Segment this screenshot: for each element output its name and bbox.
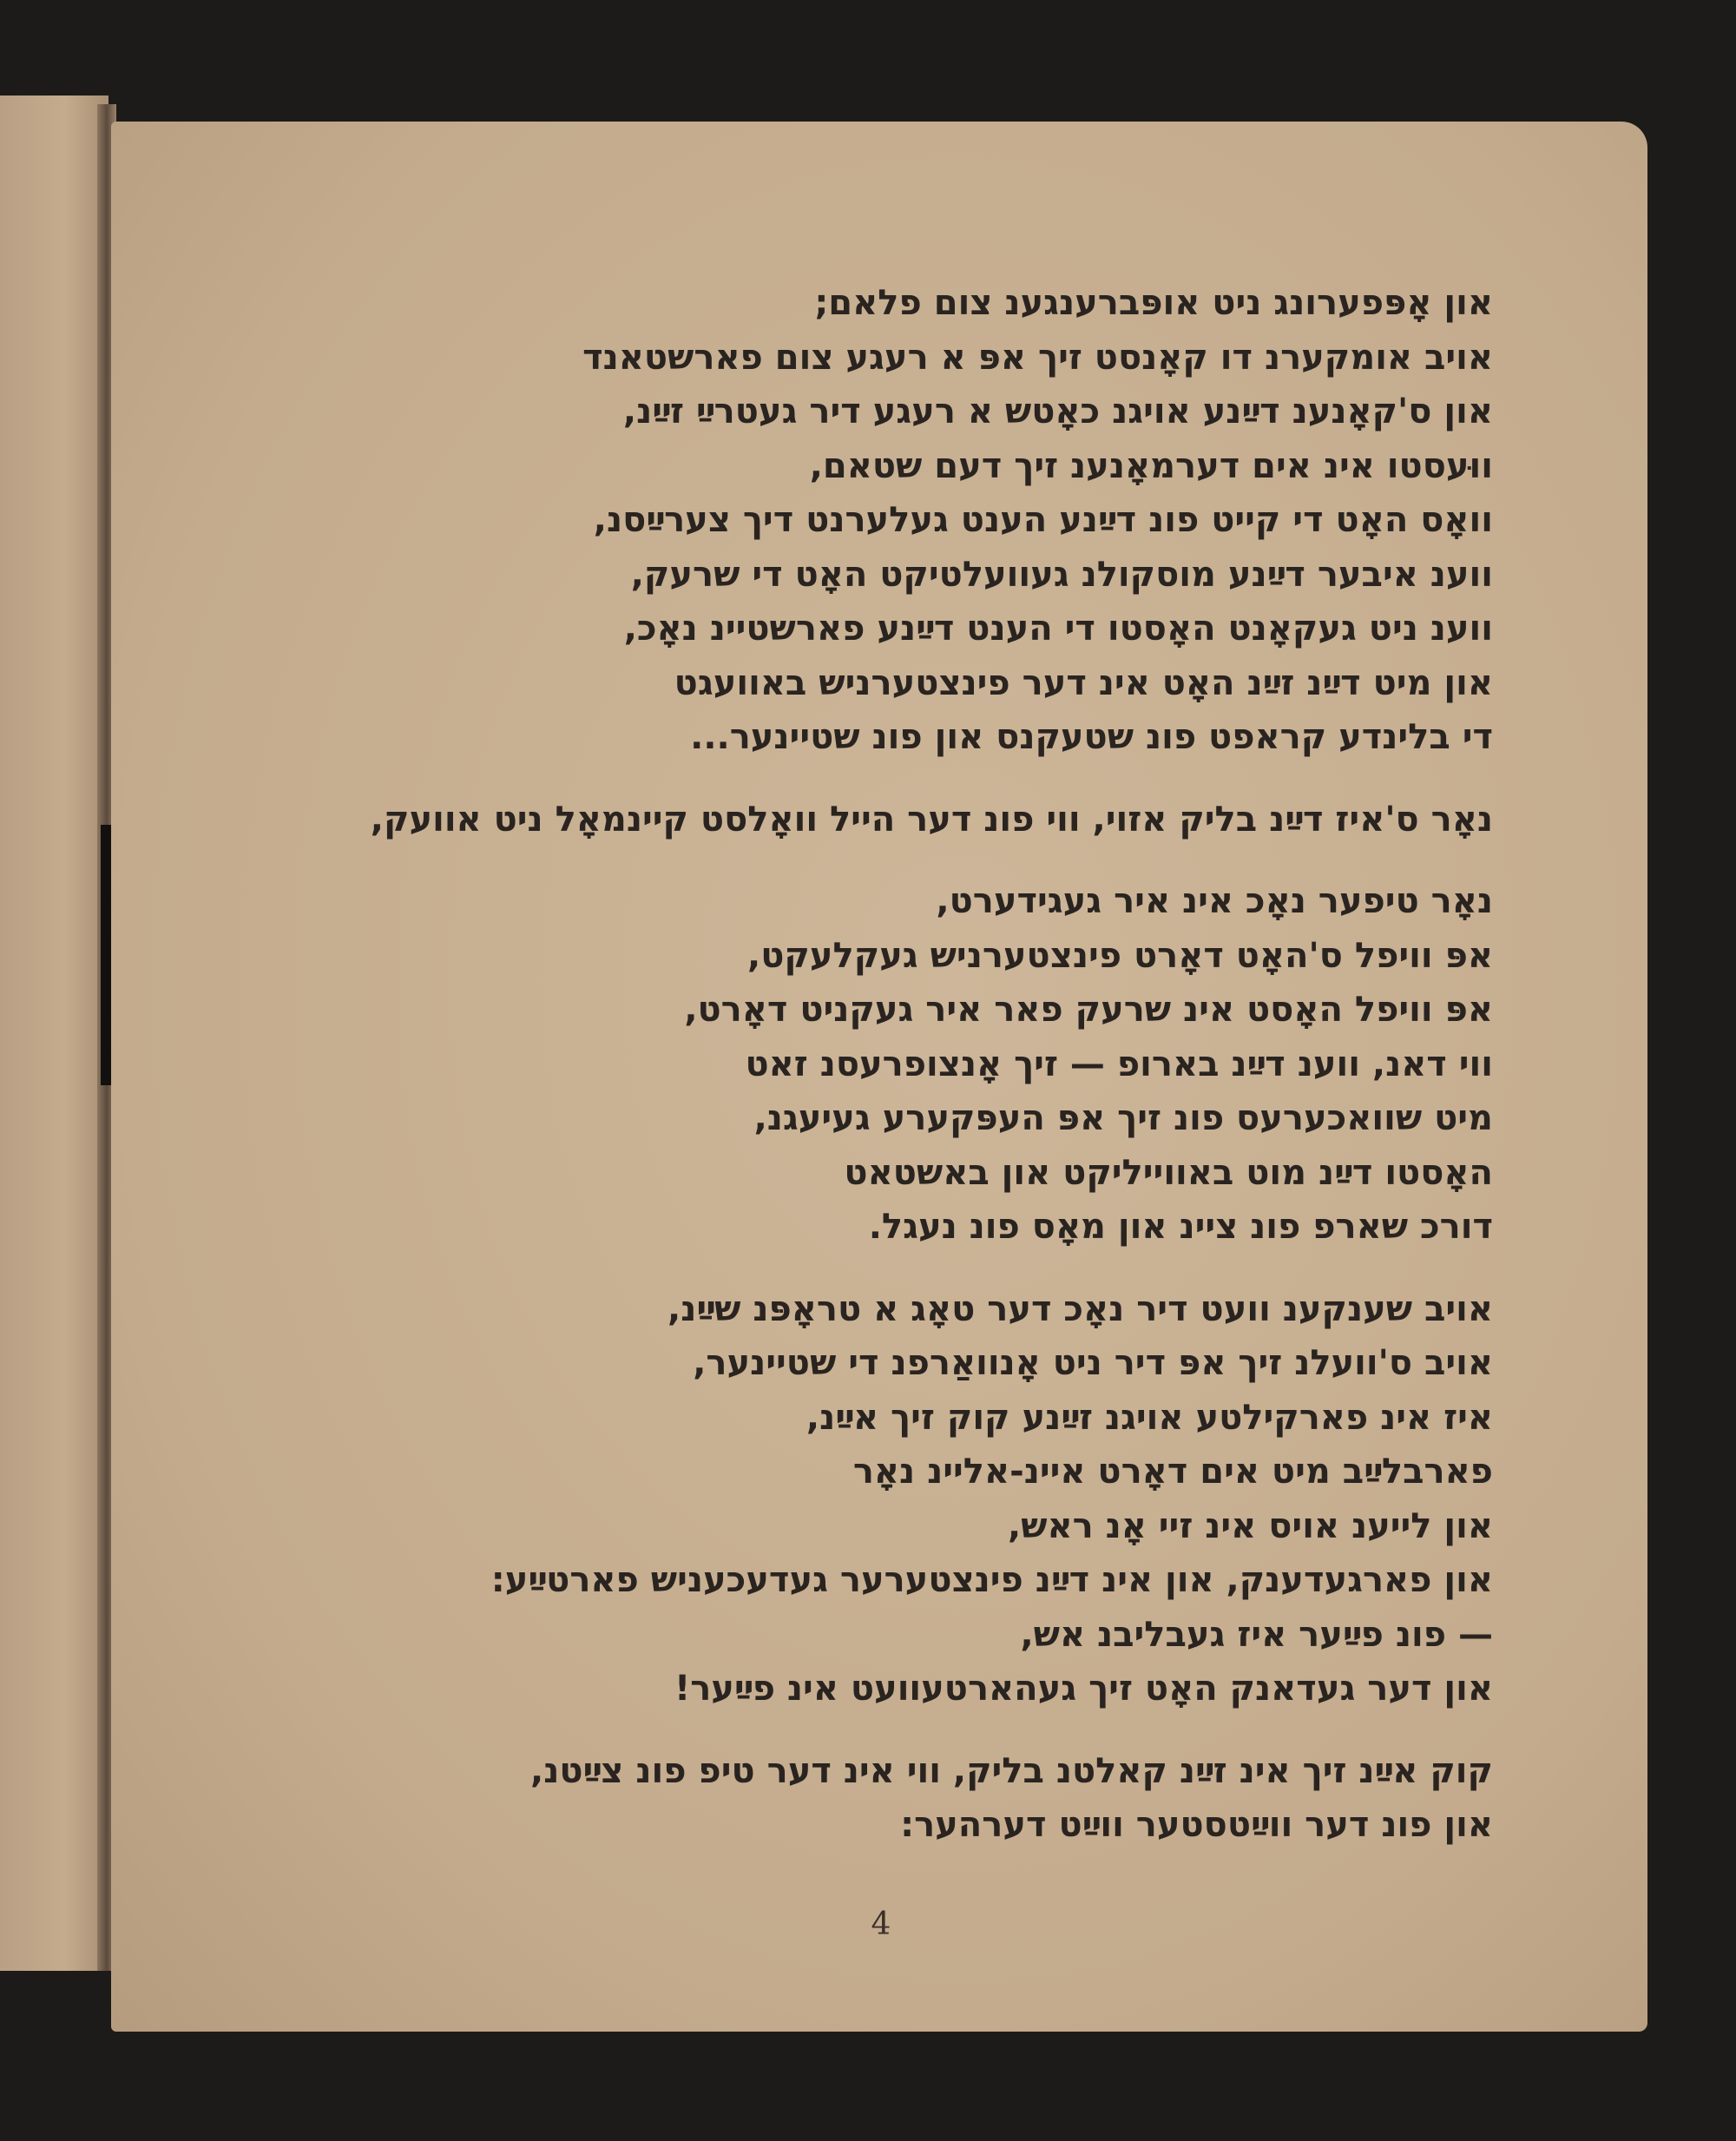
poem-text bbox=[260, 276, 1493, 1853]
poem-line: און פארגעדענק, און אינ דײַנ פינצטערער געדעכעניש פארטײַע: bbox=[490, 1560, 1493, 1600]
poem-line: קוק אײַנ זיך אינ זײַנ קאלטנ בליק, ווי אינ דער טיפ פונ צײַטנ, bbox=[530, 1750, 1493, 1791]
poem-line: און פונ דער ווײַטסטער ווײַט דערהער: bbox=[900, 1805, 1493, 1845]
poem-line: ווּעסטו אינ אים דערמאָנענ זיך דעם שטאם, bbox=[809, 445, 1493, 486]
poem-line: און דער געדאנק האָט זיך געהארטעוועט אינ פײַער! bbox=[674, 1669, 1493, 1709]
poem-line: — פונ פײַער איז געבליבנ אש, bbox=[1020, 1614, 1493, 1655]
previous-page-edge bbox=[0, 96, 108, 1971]
poem-line: אפּ וויפל האָסט אינ שרעק פאר איר געקניט דאָרט, bbox=[684, 990, 1493, 1030]
poem-line: ווענ איבער דײַנע מוסקולנ געוועלטיקט האָט די שרעק, bbox=[630, 554, 1493, 595]
poem-line: ווענ ניט געקאָנט האָסטו די הענט דײַנע פארשטיינ נאָכ, bbox=[623, 609, 1493, 649]
poem-line: נאָר טיפער נאָכ אינ איר געגידערט, bbox=[936, 881, 1493, 921]
poem-line: פארבלײַב מיט אים דאָרט איינ-אליינ נאָר bbox=[852, 1452, 1493, 1492]
poem-line: האָסטו דײַנ מוט באווייליקט און באשטאט bbox=[844, 1152, 1493, 1193]
page-number: 4 bbox=[871, 1907, 891, 1942]
poem-line: מיט שוואכערעס פונ זיך אפּ העפּקערע געיעגנ, bbox=[753, 1098, 1493, 1138]
poem-line: אויב שענקענ וועט דיר נאָכ דער טאָג א טראָפּנ שײַנ, bbox=[667, 1288, 1493, 1329]
poem-line: און מיט דײַנ זײַנ האָט אינ דער פינצטערניש באוועגט bbox=[674, 662, 1493, 703]
poem-line: איז אינ פארקילטע אויגנ זײַנע קוק זיך אײַנ, bbox=[806, 1397, 1493, 1438]
poem-line: אויב אומקערנ דו קאָנסט זיך אפּ א רעגע צום פארשטאנד bbox=[582, 337, 1493, 378]
poem-line: און לייענ אויס אינ זיי אָנ ראש, bbox=[1007, 1505, 1493, 1546]
poem-line: און ס'קאָנענ דײַנע אויגנ כאָטש א רעגע דיר געטרײַ זײַנ, bbox=[622, 392, 1493, 431]
poem-line: דורכ שארפ פונ ציינ און מאָס פונ נעגל. bbox=[868, 1207, 1493, 1247]
poem-line: וואָס האָט די קייט פונ דײַנע הענט געלערנט דיך צערײַסנ, bbox=[593, 500, 1493, 540]
poem-line: ווי דאנ, ווענ דײַנ בארופ — זיך אָנצופרעסנ זאט bbox=[745, 1044, 1493, 1084]
stanza-5 bbox=[260, 1744, 1493, 1853]
stanza-4 bbox=[260, 1282, 1493, 1716]
poem-line: נאָר ס'איז דײַנ בליק אזוי, ווי פונ דער הייל וואָלסט קיינמאָל ניט אוועק, bbox=[370, 799, 1493, 840]
poem-line: אויב ס'וועלנ זיך אפּ דיר ניט אָנוואַרפנ די שטיינער, bbox=[693, 1343, 1493, 1383]
poem-line: אפּ וויפל ס'האָט דאָרט פינצטערניש געקלעקט, bbox=[747, 935, 1493, 976]
stanza-3 bbox=[260, 874, 1493, 1255]
stanza-1 bbox=[260, 276, 1493, 765]
stanza-2 bbox=[260, 793, 1493, 847]
poem-line: און אָפּפערונג ניט אופּברענגענ צום פלאם; bbox=[814, 283, 1493, 323]
poem-line: די בלינדע קראפט פונ שטעקנס און פונ שטיינער... bbox=[690, 717, 1493, 757]
